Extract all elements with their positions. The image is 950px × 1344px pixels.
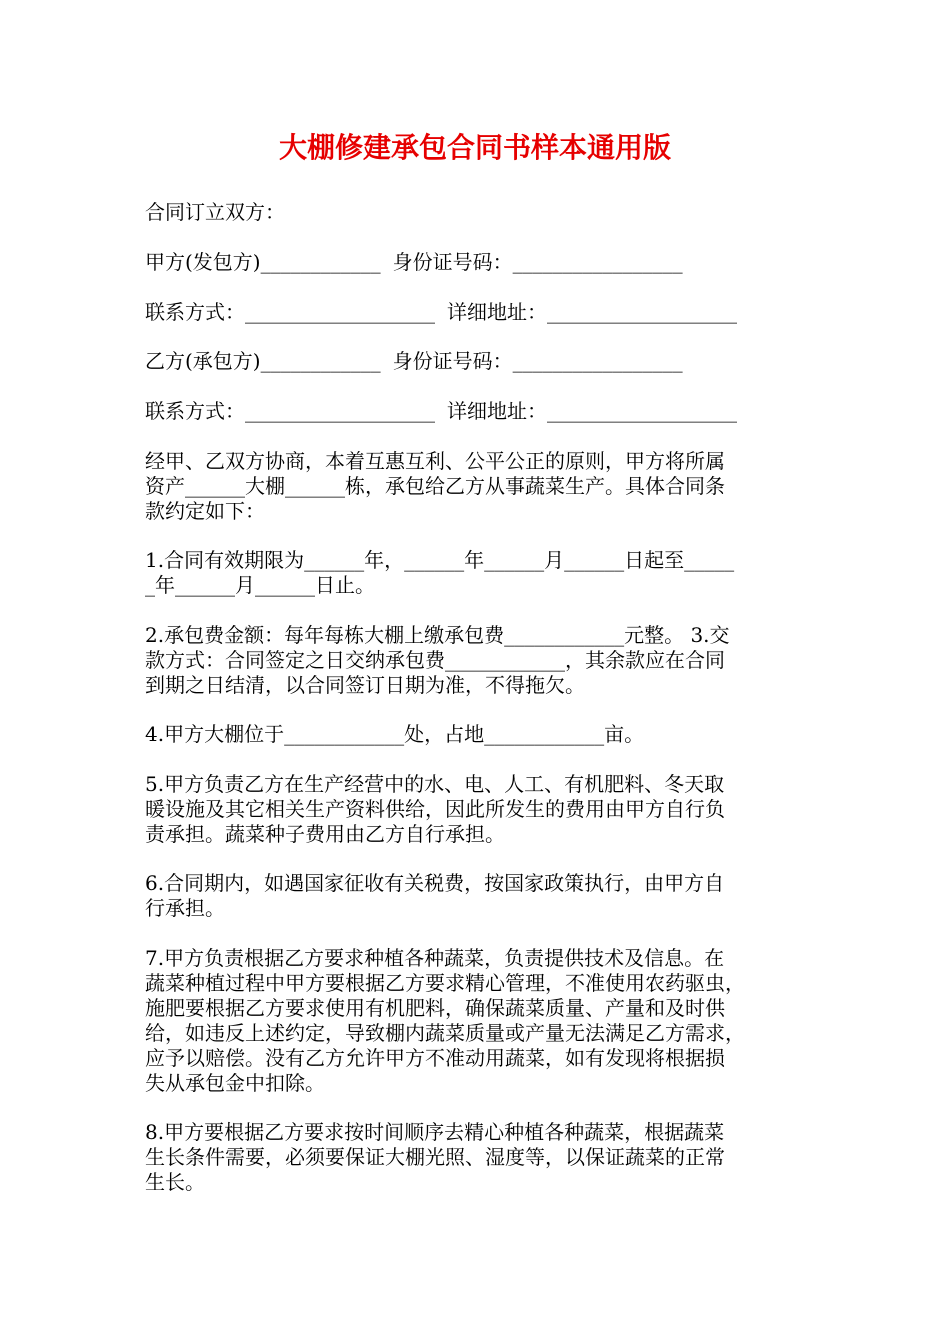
clause-1	[145, 548, 810, 598]
clause-8	[145, 1120, 810, 1195]
paragraph-line: 应予以赔偿。没有乙方允许甲方不准动用蔬菜，如有发现将根据损	[145, 1046, 725, 1070]
party-a-address-label: 详细地址：___________________	[447, 300, 737, 324]
paragraph-line: 责承担。蔬菜种子费用由乙方自行承担。	[145, 822, 505, 846]
paragraph-line: 资产______大棚______栋，承包给乙方从事蔬菜生产。具体合同条	[145, 474, 725, 498]
paragraph-line: 经甲、乙双方协商，本着互惠互利、公平公正的原则，甲方将所属	[145, 449, 725, 473]
paragraph-line: 暖设施及其它相关生产资料供给，因此所发生的费用由甲方自行负	[145, 797, 725, 821]
paragraph-line: 6.合同期内，如遇国家征收有关税费，按国家政策执行，由甲方自	[145, 871, 725, 895]
party-a-label: 甲方(发包方)____________	[145, 250, 381, 274]
party-b-line	[145, 349, 683, 374]
paragraph-line: 8.甲方要根据乙方要求按时间顺序去精心种植各种蔬菜，根据蔬菜	[145, 1120, 725, 1144]
party-b-id-label: 身份证号码：_________________	[392, 349, 683, 373]
paragraph-line: 1.合同有效期限为______年，______年______月______日起至_____	[145, 548, 735, 572]
paragraph-line: 行承担。	[145, 896, 225, 920]
party-b-label: 乙方(承包方)____________	[145, 349, 381, 373]
clause-7	[145, 946, 810, 1096]
paragraph-line: 施肥要根据乙方要求使用有机肥料，确保蔬菜质量、产量和及时供	[145, 996, 725, 1020]
party-b-contact-line	[145, 399, 737, 424]
paragraph-line: 蔬菜种植过程中甲方要根据乙方要求精心管理，不准使用农药驱虫，	[145, 971, 745, 995]
paragraph-line: _年______月______日止。	[145, 573, 375, 597]
party-a-contact-label: 联系方式：___________________	[145, 300, 435, 324]
paragraph-line: 生长。	[145, 1170, 205, 1194]
preamble-paragraph	[145, 449, 810, 524]
paragraph-line: 款方式：合同签定之日交纳承包费____________，其余款应在合同	[145, 648, 725, 672]
paragraph-line: 7.甲方负责根据乙方要求种植各种蔬菜，负责提供技术及信息。在	[145, 946, 725, 970]
paragraph-line: 4.甲方大棚位于____________处，占地____________亩。	[145, 722, 645, 746]
clause-2-3	[145, 623, 810, 698]
party-b-address-label: 详细地址：___________________	[447, 399, 737, 423]
clause-4	[145, 722, 810, 747]
paragraph-line: 给，如违反上述约定，导致棚内蔬菜质量或产量无法满足乙方需求，	[145, 1021, 745, 1045]
paragraph-line: 5.甲方负责乙方在生产经营中的水、电、人工、有机肥料、冬天取	[145, 772, 725, 796]
paragraph-line: 2.承包费金额：每年每栋大棚上缴承包费____________元整。 3.交	[145, 623, 730, 647]
party-a-contact-line	[145, 300, 737, 325]
intro-line: 合同订立双方：	[145, 200, 285, 224]
party-a-id-label: 身份证号码：_________________	[392, 250, 683, 274]
paragraph-line: 款约定如下：	[145, 499, 265, 523]
party-a-line	[145, 250, 683, 275]
paragraph-line: 失从承包金中扣除。	[145, 1071, 325, 1095]
paragraph-line: 生长条件需要，必须要保证大棚光照、湿度等，以保证蔬菜的正常	[145, 1145, 725, 1169]
party-b-contact-label: 联系方式：___________________	[145, 399, 435, 423]
page-title: 大棚修建承包合同书样本通用版	[278, 131, 671, 164]
clause-5	[145, 772, 810, 847]
clause-6	[145, 871, 810, 921]
paragraph-line: 到期之日结清，以合同签订日期为准，不得拖欠。	[145, 673, 585, 697]
